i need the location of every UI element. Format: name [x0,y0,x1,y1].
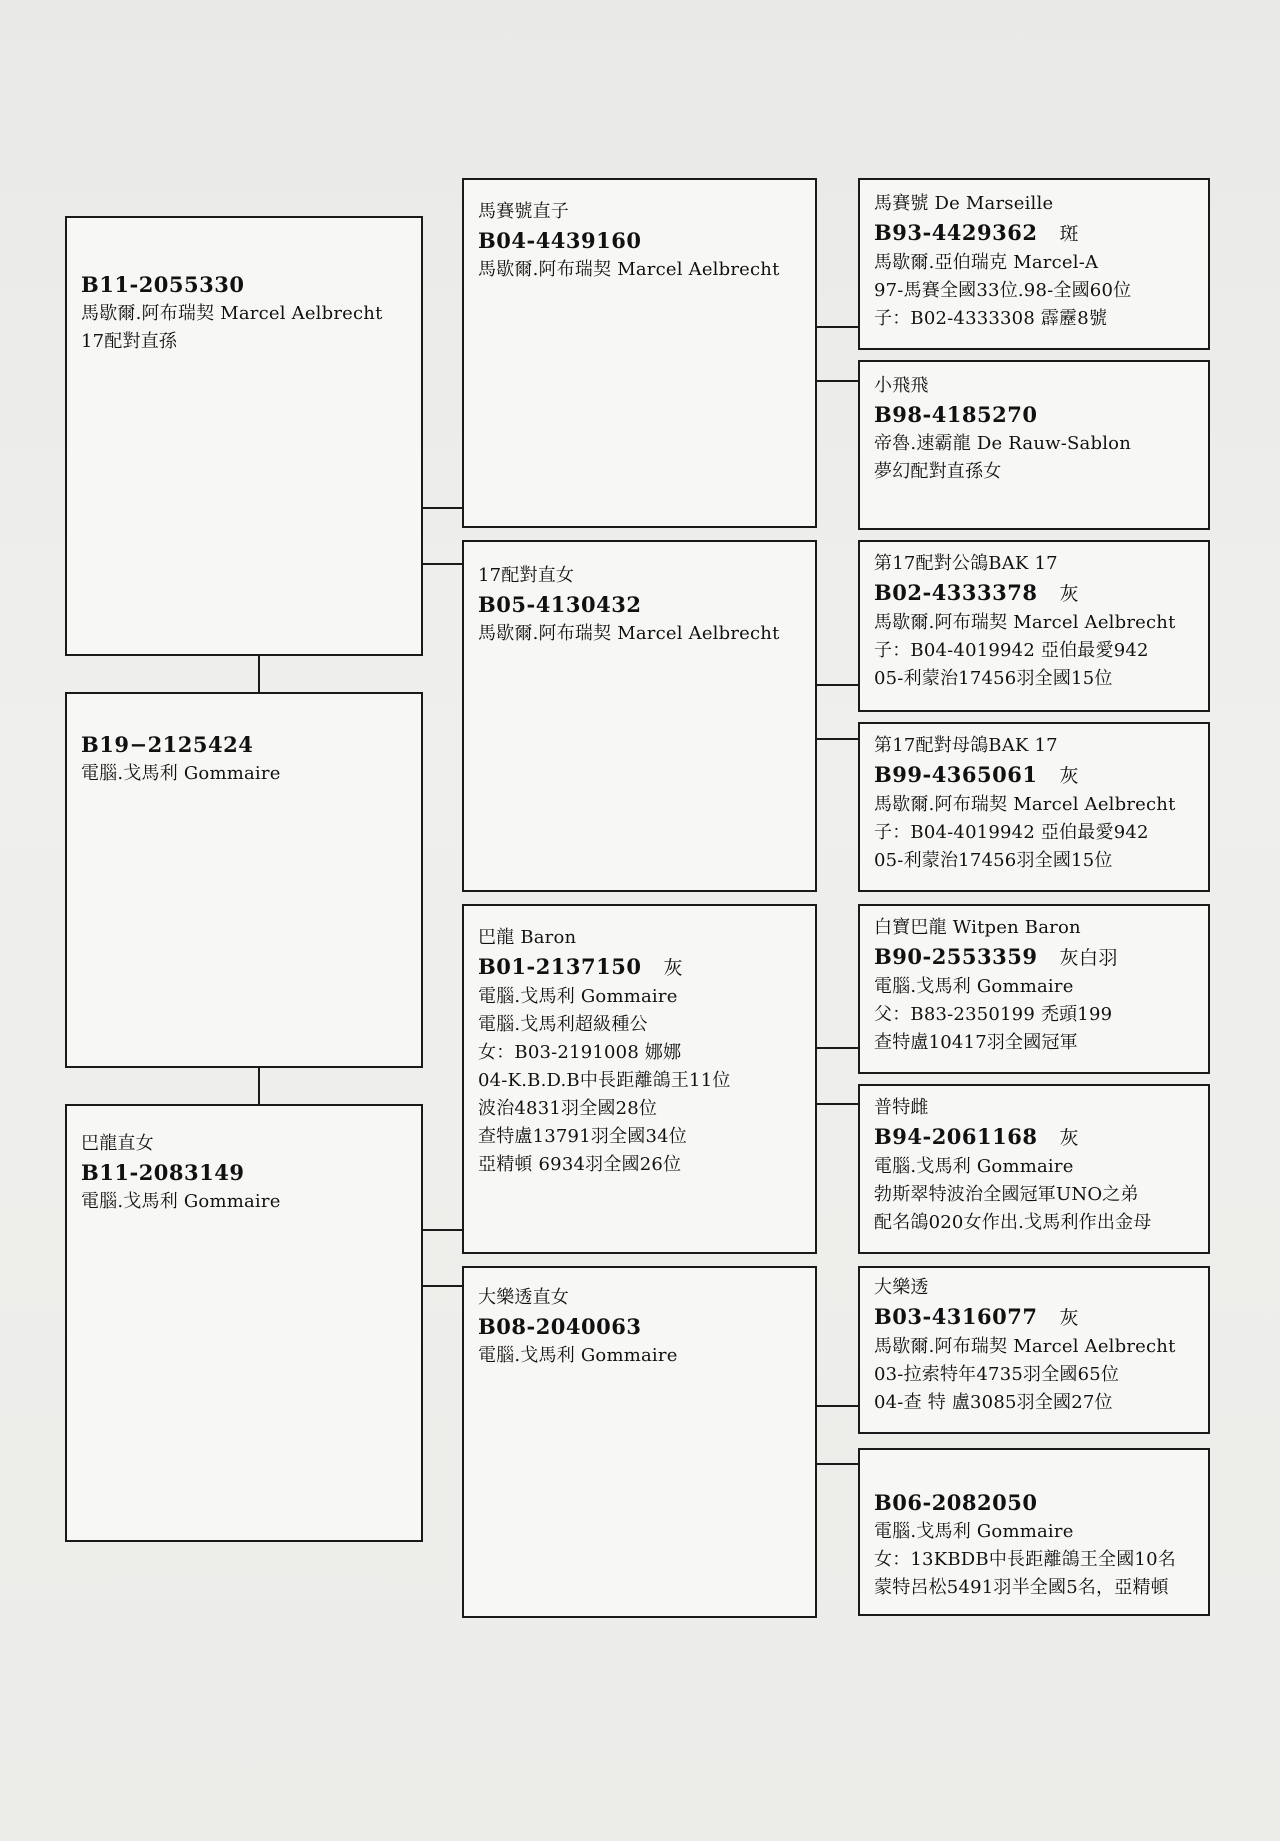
ring-number [874,1302,1194,1333]
ring-number-text: B02-4333378 [874,580,1038,605]
bird-name: 第17配對公鴿BAK 17 [874,553,1058,574]
pedigree-info-line: 帝魯.速霸龍 De Rauw-Sablon [874,433,1131,454]
pedigree-info-line: 電腦.戈馬利 Gommaire [81,1191,281,1212]
ring-number [874,942,1194,973]
pedigree-info-line: 父：B83-2350199 禿頭199 [874,1004,1113,1025]
ring-number [478,590,801,620]
pedigree-info-line: 97-馬賽全國33位.98-全國60位 [874,280,1132,301]
color-tag: 灰 [1059,583,1079,605]
pedigree-info-line: 配名鴿020女作出.戈馬利作出金母 [874,1212,1152,1233]
ring-number [81,1158,407,1188]
pedigree-info-line: 05-利蒙治17456羽全國15位 [874,668,1113,689]
pedigree-box-sire [65,692,423,1068]
connector-line [817,1047,858,1049]
connector-line [817,326,858,328]
pedigree-box-dam-dam [462,1266,817,1618]
ring-number-text: B19−2125424 [81,732,254,757]
connector-line [423,1285,462,1287]
ring-number-text: B06-2082050 [874,1490,1038,1515]
connector-line [817,1405,858,1407]
ring-number-text: B04-4439160 [478,228,642,253]
connector-line [258,1068,260,1104]
bird-name: 巴龍直女 [81,1133,154,1154]
color-tag: 灰白羽 [1059,947,1118,969]
ring-number-text: B99-4365061 [874,762,1038,787]
pedigree-info-line: 夢幻配對直孫女 [874,461,1002,482]
connector-line [423,507,462,509]
bird-name: 第17配對母鴿BAK 17 [874,735,1058,756]
pedigree-info-line: 電腦.戈馬利 Gommaire [874,1521,1074,1542]
pedigree-box-dam-sire [462,904,817,1254]
connector-line [423,563,462,565]
bird-name: 大樂透直女 [478,1287,569,1308]
pedigree-info-line: 子：B02-4333308 霹靂8號 [874,308,1108,329]
pedigree-box-g3-5 [858,904,1210,1074]
pedigree-info-line: 波治4831羽全國28位 [478,1098,658,1119]
pedigree-info-line: 馬歇爾.阿布瑞契 Marcel Aelbrecht [478,259,780,280]
pedigree-info-line: 子：B04-4019942 亞伯最愛942 [874,640,1149,661]
ring-number [874,578,1194,609]
color-tag: 灰 [1059,1307,1079,1329]
pedigree-info-line: 蒙特呂松5491羽半全國5名，亞精頓 [874,1577,1169,1598]
ring-number [874,1122,1194,1153]
ring-number-text: B94-2061168 [874,1124,1038,1149]
bird-name: 17配對直女 [478,565,575,586]
pedigree-info-line: 馬歇爾.亞伯瑞克 Marcel-A [874,252,1099,273]
ring-number-text: B11-2083149 [81,1160,245,1185]
ring-number [874,218,1194,249]
color-tag: 灰 [1059,765,1079,787]
bird-name: 白寶巴龍 Witpen Baron [874,917,1081,938]
bird-name: 小飛飛 [874,375,929,396]
bird-name: 普特雌 [874,1097,929,1118]
pedigree-box-g3-7 [858,1266,1210,1434]
connector-line [817,684,858,686]
color-tag: 斑 [1059,223,1079,245]
bird-name: 大樂透 [874,1277,929,1298]
ring-number-text: B01-2137150 [478,954,642,979]
pedigree-info-line: 馬歇爾.阿布瑞契 Marcel Aelbrecht [874,794,1176,815]
pedigree-info-line: 04-K.B.D.B中長距離鴿王11位 [478,1070,731,1091]
pedigree-info-line: 05-利蒙治17456羽全國15位 [874,850,1113,871]
bird-name: 馬賽號直子 [478,201,569,222]
ring-number [81,730,407,760]
pedigree-box-dam [65,1104,423,1542]
pedigree-box-g3-4 [858,722,1210,892]
connector-line [423,1229,462,1231]
pedigree-info-line: 電腦.戈馬利 Gommaire [478,986,678,1007]
pedigree-info-line: 馬歇爾.阿布瑞契 Marcel Aelbrecht [478,623,780,644]
pedigree-box-g3-3 [858,540,1210,712]
connector-line [817,738,858,740]
pedigree-info-line: 女：B03-2191008 娜娜 [478,1042,682,1063]
ring-number-text: B08-2040063 [478,1314,642,1339]
ring-number-text: B98-4185270 [874,402,1038,427]
pedigree-info-line: 17配對直孫 [81,331,178,352]
ring-number-text: B11-2055330 [81,272,245,297]
connector-line [258,656,260,692]
ring-number-text: B05-4130432 [478,592,642,617]
ring-number-text: B90-2553359 [874,944,1038,969]
pedigree-box-g3-2 [858,360,1210,530]
pedigree-info-line: 馬歇爾.阿布瑞契 Marcel Aelbrecht [874,612,1176,633]
pedigree-box-subject [65,216,423,656]
ring-number [81,270,407,300]
bird-name: 馬賽號 De Marseille [874,193,1054,214]
pedigree-info-line: 電腦.戈馬利 Gommaire [478,1345,678,1366]
connector-line [817,380,858,382]
ring-number [874,760,1194,791]
ring-number [478,952,801,983]
ring-number [874,400,1194,430]
pedigree-info-line: 電腦.戈馬利 Gommaire [874,1156,1074,1177]
pedigree-box-g3-8 [858,1448,1210,1616]
pedigree-info-line: 04-查 特 盧3085羽全國27位 [874,1392,1113,1413]
color-tag: 灰 [1059,1127,1079,1149]
pedigree-box-g3-1 [858,178,1210,350]
pedigree-info-line: 查特盧10417羽全國冠軍 [874,1032,1078,1053]
color-tag: 灰 [663,957,683,979]
connector-line [817,1463,858,1465]
pedigree-info-line: 女：13KBDB中長距離鴿王全國10名 [874,1549,1176,1570]
ring-number [478,226,801,256]
ring-number-text: B93-4429362 [874,220,1038,245]
pedigree-info-line: 查特盧13791羽全國34位 [478,1126,687,1147]
ring-number [478,1312,801,1342]
pedigree-info-line: 亞精頓 6934羽全國26位 [478,1154,682,1175]
pedigree-info-line: 電腦.戈馬利 Gommaire [874,976,1074,997]
pedigree-box-g3-6 [858,1084,1210,1254]
bird-name: 巴龍 Baron [478,927,577,948]
pedigree-box-sire-sire [462,178,817,528]
pedigree-info-line: 03-拉索特年4735羽全國65位 [874,1364,1120,1385]
pedigree-info-line: 馬歇爾.阿布瑞契 Marcel Aelbrecht [81,303,383,324]
pedigree-info-line: 馬歇爾.阿布瑞契 Marcel Aelbrecht [874,1336,1176,1357]
pedigree-info-line: 勃斯翠特波治全國冠軍UNO之弟 [874,1184,1139,1205]
pedigree-box-sire-dam [462,540,817,892]
connector-line [817,1103,858,1105]
pedigree-info-line: 子：B04-4019942 亞伯最愛942 [874,822,1149,843]
pedigree-info-line: 電腦.戈馬利 Gommaire [81,763,281,784]
pedigree-info-line: 電腦.戈馬利超級種公 [478,1014,648,1035]
ring-number [874,1488,1194,1518]
ring-number-text: B03-4316077 [874,1304,1038,1329]
